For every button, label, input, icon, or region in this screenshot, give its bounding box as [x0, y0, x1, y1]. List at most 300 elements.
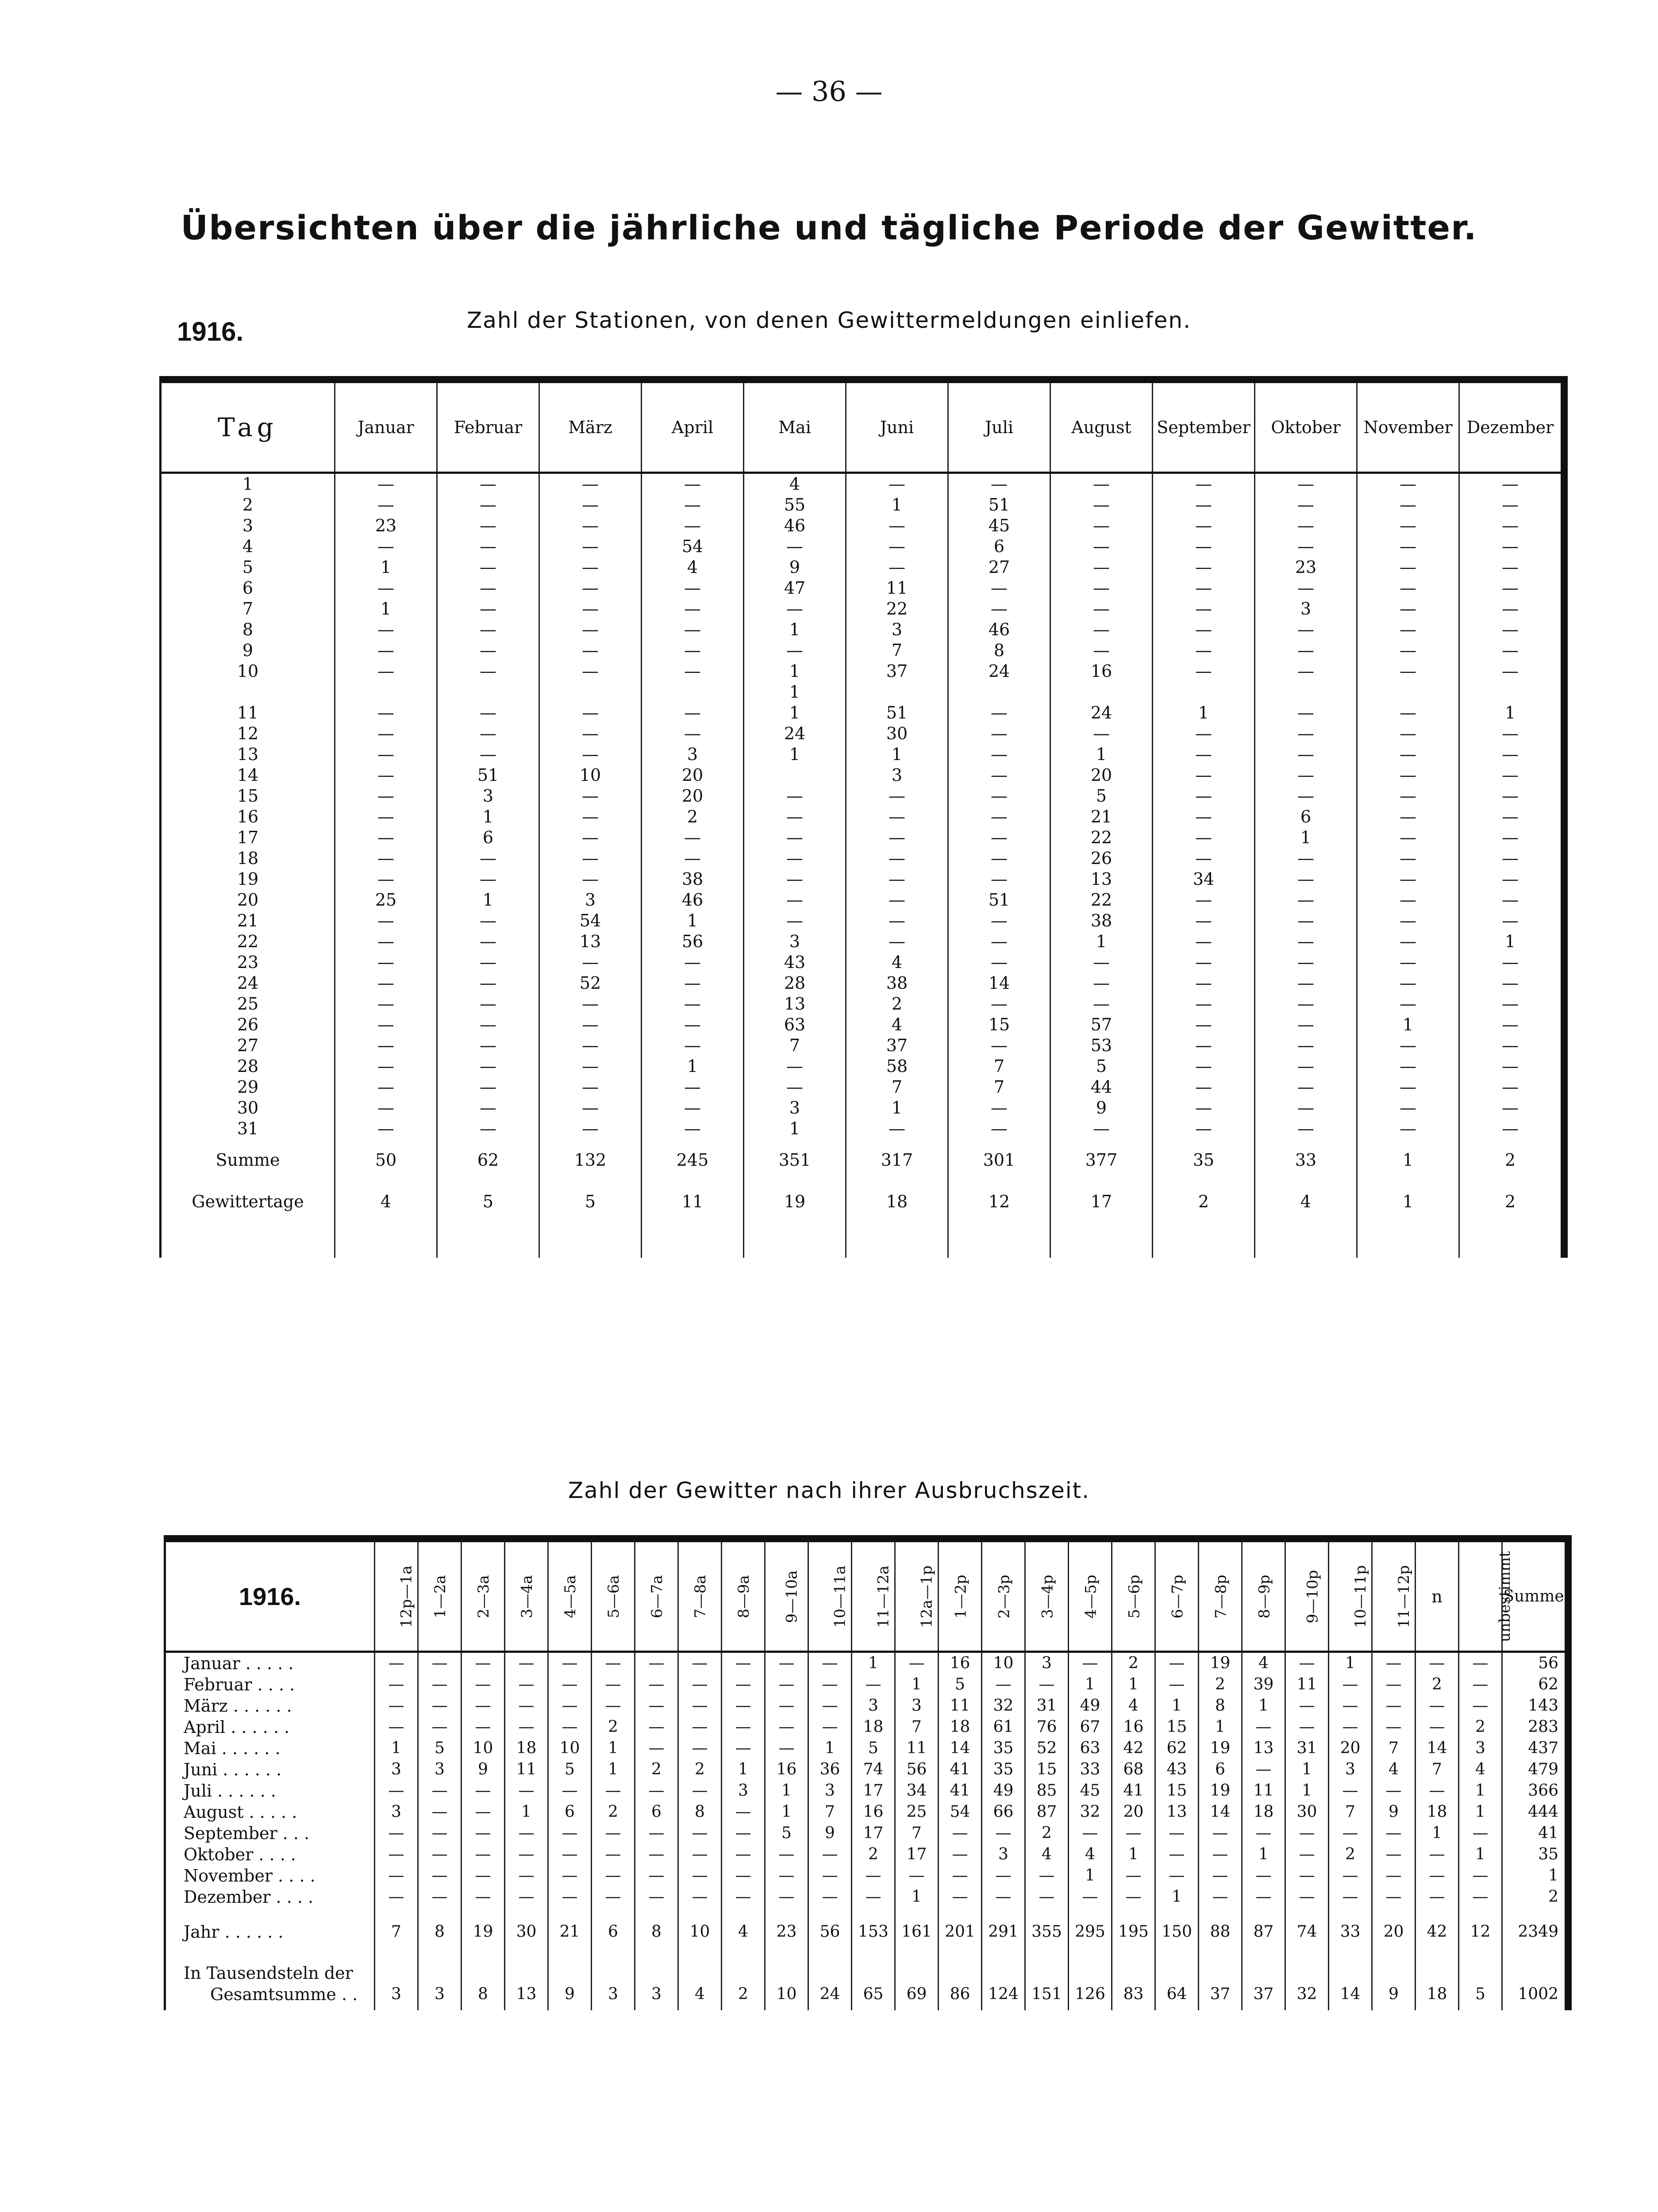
hour-header-label: 6—7a	[648, 1575, 666, 1618]
month-label: März . . . . . .	[184, 1696, 292, 1716]
table-cell: —	[1416, 1695, 1459, 1717]
spacer-cell	[744, 1222, 846, 1258]
tausendstel-cell: 13	[505, 1956, 548, 2010]
gewittertage-cell: 5	[437, 1181, 539, 1222]
table-cell: —	[1153, 1118, 1255, 1139]
table-cell: 6	[548, 1801, 592, 1823]
gewittertage-cell: 2	[1459, 1181, 1565, 1222]
table-cell: —	[1255, 640, 1357, 661]
gewittertage-cell: 4	[1255, 1181, 1357, 1222]
table-cell: 18	[505, 1738, 548, 1759]
jahr-cell: 10	[678, 1908, 722, 1956]
table-cell: 24	[1050, 703, 1153, 723]
table-cell: 17	[895, 1844, 939, 1865]
table-cell: 38	[642, 869, 744, 890]
jahr-cell: 8	[635, 1908, 678, 1956]
table-cell: —	[642, 661, 744, 682]
table-cell	[1459, 682, 1565, 703]
month-header: Januar	[335, 380, 437, 473]
table-cell: —	[335, 723, 437, 744]
table-cell: 68	[1112, 1759, 1155, 1780]
table-cell: —	[335, 744, 437, 765]
table-cell: 5	[765, 1823, 808, 1844]
table-cell: —	[1255, 661, 1357, 682]
table-cell: 1	[1502, 1865, 1569, 1886]
table-cell: —	[437, 910, 539, 931]
jahr-cell: 150	[1155, 1908, 1199, 1956]
tausendstel-cell: 2	[722, 1956, 765, 2010]
month-label: Januar . . . . .	[184, 1654, 294, 1673]
table-cell: —	[335, 1056, 437, 1077]
table-cell: —	[852, 1674, 895, 1695]
table-cell: —	[1155, 1674, 1199, 1695]
table-cell: —	[1153, 473, 1255, 495]
table-cell: —	[1255, 910, 1357, 931]
table-cell: —	[437, 848, 539, 869]
table-cell: —	[948, 473, 1050, 495]
table-cell: —	[1459, 536, 1565, 557]
table-cell: —	[765, 1674, 808, 1695]
table-cell: 9	[808, 1823, 852, 1844]
table-cell: 13	[1242, 1738, 1285, 1759]
jahr-cell: 12	[1459, 1908, 1502, 1956]
table-cell: —	[722, 1844, 765, 1865]
table-cell: 2	[1199, 1674, 1242, 1695]
table-cell: —	[846, 890, 948, 910]
table-cell: —	[539, 473, 642, 495]
table-cell: —	[642, 578, 744, 599]
table-cell: 4	[1372, 1759, 1416, 1780]
table-cell: —	[505, 1844, 548, 1865]
table-cell: —	[592, 1780, 635, 1801]
table-row	[161, 890, 1565, 910]
table-cell: —	[335, 1118, 437, 1139]
spacer-cell	[437, 1222, 539, 1258]
summe-cell: 1	[1357, 1139, 1459, 1181]
table-cell: —	[539, 1077, 642, 1098]
table-row	[161, 515, 1565, 536]
table-cell: —	[635, 1738, 678, 1759]
table-cell: —	[678, 1865, 722, 1886]
table-cell: —	[437, 869, 539, 890]
jahr-cell: 19	[462, 1908, 505, 1956]
table-cell: —	[539, 952, 642, 973]
table-cell: 24	[744, 723, 846, 744]
table-cell: 1	[592, 1738, 635, 1759]
table-cell: 35	[982, 1759, 1025, 1780]
table-cell: —	[1155, 1823, 1199, 1844]
table-cell: 11	[505, 1759, 548, 1780]
table-cell: 49	[982, 1780, 1025, 1801]
table-row	[165, 1865, 1569, 1886]
day-label: 13	[237, 745, 259, 764]
table-row	[161, 703, 1565, 723]
table-cell: 7	[895, 1823, 939, 1844]
table-cell: —	[1255, 1077, 1357, 1098]
table-cell: 10	[982, 1652, 1025, 1674]
table-cell: 16	[765, 1759, 808, 1780]
hour-header-label: 11—12a	[874, 1565, 892, 1628]
table-cell: —	[1357, 786, 1459, 806]
jahr-cell: 88	[1199, 1908, 1242, 1956]
jahr-cell: 7	[375, 1908, 418, 1956]
tausendstel-cell: 37	[1242, 1956, 1285, 2010]
table-cell: 7	[948, 1056, 1050, 1077]
table-cell: —	[1329, 1717, 1372, 1738]
table-cell: 4	[1459, 1759, 1502, 1780]
table-cell: 1	[808, 1738, 852, 1759]
month-header: September	[1153, 380, 1255, 473]
table-cell: —	[1416, 1780, 1459, 1801]
table-row	[165, 1886, 1569, 1908]
jahr-label: Jahr . . . . . .	[184, 1922, 284, 1942]
table-cell: —	[418, 1695, 462, 1717]
table-cell: —	[1357, 848, 1459, 869]
table-cell: 37	[846, 1035, 948, 1056]
table-cell: —	[642, 1098, 744, 1118]
table-cell: —	[418, 1823, 462, 1844]
table-cell: —	[539, 806, 642, 827]
table-cell: 5	[939, 1674, 982, 1695]
table-cell: 15	[1025, 1759, 1069, 1780]
table-cell: 1	[1050, 744, 1153, 765]
jahr-cell: 153	[852, 1908, 895, 1956]
hour-header	[1372, 1539, 1416, 1652]
table-cell: —	[1357, 703, 1459, 723]
table-cell: —	[1372, 1780, 1416, 1801]
table-cell: 16	[1050, 661, 1153, 682]
table-cell: —	[539, 1014, 642, 1035]
table-cell: —	[1255, 515, 1357, 536]
table-cell: —	[635, 1865, 678, 1886]
table-cell: 11	[939, 1695, 982, 1717]
hour-header	[592, 1539, 635, 1652]
table-cell: —	[462, 1886, 505, 1908]
table-cell: 46	[744, 515, 846, 536]
table-cell: —	[1329, 1865, 1372, 1886]
day-label: 10	[237, 661, 259, 681]
table-cell: 1	[335, 599, 437, 619]
table-cell: —	[1459, 848, 1565, 869]
table-cell: —	[437, 952, 539, 973]
table-cell: 34	[895, 1780, 939, 1801]
table-cell: —	[765, 1886, 808, 1908]
table-cell: 143	[1502, 1695, 1569, 1717]
hour-header	[1025, 1539, 1069, 1652]
table-cell: —	[1199, 1886, 1242, 1908]
table-row	[161, 1035, 1565, 1056]
hour-header	[375, 1539, 418, 1652]
table-cell: 44	[1050, 1077, 1153, 1098]
table-cell: 1	[1155, 1695, 1199, 1717]
gewittertage-cell: 4	[335, 1181, 437, 1222]
table-cell: —	[948, 994, 1050, 1014]
table-cell: 1	[744, 619, 846, 640]
table-cell: —	[335, 473, 437, 495]
spacer-cell	[1050, 1222, 1153, 1258]
table-cell: —	[744, 910, 846, 931]
table-cell: —	[548, 1674, 592, 1695]
table-row	[161, 723, 1565, 744]
table-cell: —	[418, 1801, 462, 1823]
table-cell: —	[1069, 1652, 1112, 1674]
table-row	[165, 1717, 1569, 1738]
table-row	[165, 1652, 1569, 1674]
gewittertage-cell: 17	[1050, 1181, 1153, 1222]
table-cell: —	[1372, 1886, 1416, 1908]
table-cell: 47	[744, 578, 846, 599]
table-cell: 3	[808, 1780, 852, 1801]
table-cell: —	[1416, 1717, 1459, 1738]
table-cell: —	[948, 786, 1050, 806]
table-cell: 4	[1112, 1695, 1155, 1717]
table-cell: —	[1459, 869, 1565, 890]
table-cell: 16	[939, 1652, 982, 1674]
table-cell: —	[1357, 723, 1459, 744]
table-row	[161, 619, 1565, 640]
table-cell: —	[505, 1652, 548, 1674]
table-cell: —	[1050, 515, 1153, 536]
table-cell: 45	[948, 515, 1050, 536]
table-cell: —	[1050, 723, 1153, 744]
tausendstel-cell: 3	[635, 1956, 678, 2010]
table-cell: —	[765, 1738, 808, 1759]
table-cell: 3	[1459, 1738, 1502, 1759]
table-cell: —	[939, 1844, 982, 1865]
table-cell: 6	[948, 536, 1050, 557]
table-cell: —	[375, 1780, 418, 1801]
table-cell: —	[948, 599, 1050, 619]
jahr-cell: 161	[895, 1908, 939, 1956]
table-cell: —	[539, 536, 642, 557]
table-cell: 1	[895, 1674, 939, 1695]
table-row	[161, 557, 1565, 578]
table-cell: —	[335, 536, 437, 557]
table-cell: —	[1153, 640, 1255, 661]
table-cell: 54	[539, 910, 642, 931]
table-cell: 20	[642, 765, 744, 786]
table-cell: 54	[939, 1801, 982, 1823]
table-cell: —	[635, 1780, 678, 1801]
table-row	[161, 661, 1565, 682]
table-cell: —	[722, 1865, 765, 1886]
table-cell: —	[1255, 1056, 1357, 1077]
table-cell: —	[1153, 599, 1255, 619]
table-cell: —	[505, 1886, 548, 1908]
day-label: 22	[237, 932, 259, 951]
table-cell: —	[1459, 640, 1565, 661]
day-label: 25	[237, 994, 259, 1014]
table-cell: 7	[846, 640, 948, 661]
table-cell: —	[1153, 536, 1255, 557]
spacer-cell	[335, 1222, 437, 1258]
table-cell: —	[1050, 1118, 1153, 1139]
table-cell: 2	[852, 1844, 895, 1865]
table-cell: 18	[852, 1717, 895, 1738]
hour-header	[1155, 1539, 1199, 1652]
table-cell: 2	[1459, 1717, 1502, 1738]
table-cell: —	[642, 952, 744, 973]
table-cell: —	[1155, 1652, 1199, 1674]
gewittertage-label: Gewittertage	[192, 1191, 304, 1211]
table-cell: —	[1329, 1780, 1372, 1801]
month-header: August	[1050, 380, 1153, 473]
table-row	[165, 1738, 1569, 1759]
table-cell: —	[335, 1098, 437, 1118]
gewittertage-cell: 11	[642, 1181, 744, 1222]
table-cell: 7	[895, 1717, 939, 1738]
table-row	[161, 994, 1565, 1014]
table-cell: 2	[1025, 1823, 1069, 1844]
day-label: 19	[237, 869, 259, 889]
table-cell: —	[437, 744, 539, 765]
gewittertage-cell: 19	[744, 1181, 846, 1222]
table-cell: —	[1255, 473, 1357, 495]
day-label: 28	[237, 1056, 259, 1076]
table-cell: —	[1050, 994, 1153, 1014]
table-cell: 41	[1112, 1780, 1155, 1801]
table-cell: —	[539, 1035, 642, 1056]
table-cell: —	[642, 1118, 744, 1139]
table-cell: —	[642, 1077, 744, 1098]
table-cell: —	[335, 1014, 437, 1035]
day-label: 8	[242, 620, 254, 639]
month-header: April	[642, 380, 744, 473]
summe-cell: 50	[335, 1139, 437, 1181]
table-cell: —	[539, 723, 642, 744]
table-cell: 1	[375, 1738, 418, 1759]
table-cell: —	[642, 619, 744, 640]
hour-header	[722, 1539, 765, 1652]
table-cell: 22	[846, 599, 948, 619]
spacer-cell	[1357, 1222, 1459, 1258]
table-cell: —	[722, 1652, 765, 1674]
table-cell: 38	[846, 973, 948, 994]
table-cell: —	[1459, 890, 1565, 910]
table-cell: —	[335, 578, 437, 599]
table-cell: —	[1255, 723, 1357, 744]
table-cell: —	[1357, 869, 1459, 890]
table-cell: —	[1153, 723, 1255, 744]
spacer-cell	[539, 1222, 642, 1258]
jahr-cell: 87	[1242, 1908, 1285, 1956]
table-cell: —	[548, 1823, 592, 1844]
unbestimmt-header	[1459, 1539, 1514, 1652]
tausendstel-cell: 18	[1416, 1956, 1459, 2010]
tausendstel-cell: 151	[1025, 1956, 1069, 2010]
month-label: August . . . . .	[184, 1802, 297, 1822]
day-label: 15	[237, 786, 259, 806]
table-cell: —	[505, 1823, 548, 1844]
table-cell: —	[375, 1652, 418, 1674]
table-cell: —	[765, 1717, 808, 1738]
table-cell: —	[437, 557, 539, 578]
table-cell: 1	[744, 1118, 846, 1139]
table-cell: —	[1357, 931, 1459, 952]
table-cell: —	[982, 1823, 1025, 1844]
table-cell: —	[335, 952, 437, 973]
table-cell: —	[1459, 1014, 1565, 1035]
table-cell: 5	[418, 1738, 462, 1759]
table-row	[165, 1759, 1569, 1780]
table-cell: —	[1153, 910, 1255, 931]
table-row	[161, 1098, 1565, 1118]
table-cell: 2	[678, 1759, 722, 1780]
table-cell: 1	[744, 682, 846, 703]
jahr-cell: 23	[765, 1908, 808, 1956]
table-cell: —	[744, 536, 846, 557]
table-cell: —	[1459, 1118, 1565, 1139]
table-cell: 5	[548, 1759, 592, 1780]
table-cell: —	[722, 1674, 765, 1695]
table-cell: —	[1153, 973, 1255, 994]
hour-header	[1285, 1539, 1329, 1652]
table-cell: 2	[642, 806, 744, 827]
table-cell: —	[1153, 1035, 1255, 1056]
table-cell: 3	[744, 931, 846, 952]
table-cell: 57	[1050, 1014, 1153, 1035]
table-cell: —	[948, 806, 1050, 827]
table-cell: 23	[1255, 557, 1357, 578]
jahr-cell: 33	[1329, 1908, 1372, 1956]
table-cell: —	[808, 1674, 852, 1695]
table-cell: 4	[1025, 1844, 1069, 1865]
table-cell: 1	[1459, 1801, 1502, 1823]
table-cell: —	[1255, 703, 1357, 723]
table-cell: 1	[1459, 703, 1565, 723]
tausendstel-cell: 32	[1285, 1956, 1329, 2010]
table-cell: —	[846, 910, 948, 931]
table-cell: —	[539, 1098, 642, 1118]
table-cell: 15	[1155, 1717, 1199, 1738]
tausendstel-cell: 126	[1069, 1956, 1112, 2010]
table-cell: —	[1153, 1056, 1255, 1077]
table-cell: —	[1255, 869, 1357, 890]
table-cell: —	[335, 806, 437, 827]
table-cell: —	[1069, 1886, 1112, 1908]
jahr-cell: 74	[1285, 1908, 1329, 1956]
table-cell: 9	[462, 1759, 505, 1780]
table-cell: —	[1459, 619, 1565, 640]
table-row	[161, 1056, 1565, 1077]
table-cell: 52	[539, 973, 642, 994]
table-cell: —	[437, 599, 539, 619]
table-cell: 3	[846, 619, 948, 640]
table-cell: —	[678, 1780, 722, 1801]
tausendstel-label-line2: Gesamtsumme . .	[210, 1985, 358, 2004]
table-cell: 33	[1069, 1759, 1112, 1780]
table-cell: 13	[744, 994, 846, 1014]
table-cell: 13	[1050, 869, 1153, 890]
spacer-cell	[1255, 1222, 1357, 1258]
table-row	[161, 952, 1565, 973]
table-cell: 16	[1112, 1717, 1155, 1738]
table-cell: —	[1459, 744, 1565, 765]
table-cell: —	[437, 1035, 539, 1056]
table-row	[165, 1780, 1569, 1801]
table-cell: —	[1050, 619, 1153, 640]
table-cell: —	[678, 1674, 722, 1695]
table-cell: —	[895, 1865, 939, 1886]
table-cell: —	[1153, 495, 1255, 515]
table-cell: 46	[642, 890, 744, 910]
table-cell: —	[1459, 661, 1565, 682]
hour-header-label: 10—11a	[831, 1565, 849, 1628]
table-cell: —	[1255, 1098, 1357, 1118]
table-cell: —	[1255, 994, 1357, 1014]
table-cell: —	[1199, 1865, 1242, 1886]
table-cell: —	[1459, 806, 1565, 827]
